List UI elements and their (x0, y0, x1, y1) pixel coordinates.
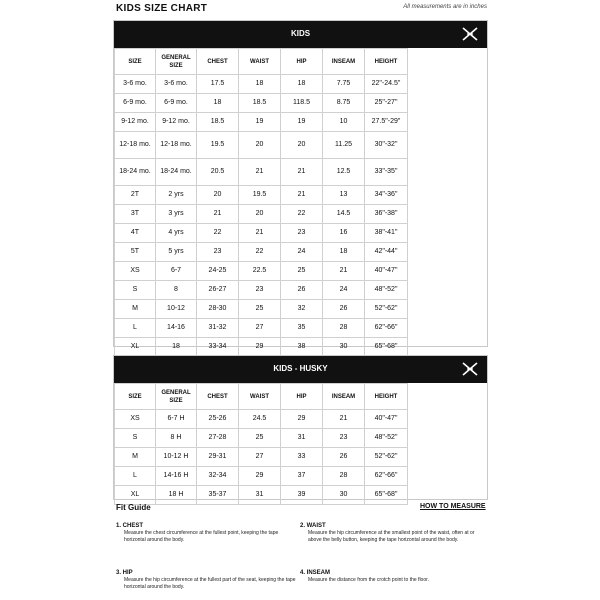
table-cell: 36"-38" (365, 205, 408, 224)
table-cell: 22.5 (239, 262, 281, 281)
table-cell: 118.5 (281, 94, 323, 113)
table-cell: 12-18 mo. (156, 132, 197, 159)
table-cell: 23 (197, 243, 239, 262)
table-cell: 14-16 H (156, 467, 197, 486)
table-cell: 3-6 mo. (115, 75, 156, 94)
table-cell: 25"-27" (365, 94, 408, 113)
table-row (115, 300, 408, 319)
table-cell: 24-25 (197, 262, 239, 281)
table-row (115, 205, 408, 224)
table-row (115, 410, 408, 429)
table-cell: 7.75 (323, 75, 365, 94)
table-cell: 27 (239, 448, 281, 467)
table-cell: 21 (281, 186, 323, 205)
fit-guide-title: Fit Guide (116, 503, 151, 512)
table-cell: 18 (281, 75, 323, 94)
col-header: HEIGHT (365, 49, 408, 75)
table-cell: 22 (197, 224, 239, 243)
table-cell: 38 (281, 338, 323, 357)
husky-banner (114, 356, 487, 383)
table-cell: 18-24 mo. (115, 159, 156, 186)
table-cell: 19.5 (239, 186, 281, 205)
col-header: CHEST (197, 384, 239, 410)
fit-item-chest (116, 523, 301, 544)
table-cell: 9-12 mo. (156, 113, 197, 132)
table-cell: 32-34 (197, 467, 239, 486)
table-cell: 3 yrs (156, 205, 197, 224)
table-cell: 25-26 (197, 410, 239, 429)
table-cell: 6-9 mo. (156, 94, 197, 113)
table-cell: 28-30 (197, 300, 239, 319)
table-cell: 28 (323, 467, 365, 486)
table-cell: 48"-52" (365, 429, 408, 448)
table-row (115, 338, 408, 357)
table-cell: 21 (239, 224, 281, 243)
table-cell: 19 (239, 113, 281, 132)
table-cell: 40"-47" (365, 410, 408, 429)
fit-item-hip (116, 570, 301, 591)
table-cell: 13 (323, 186, 365, 205)
col-header: GENERAL SIZE (156, 384, 197, 410)
table-cell: 20 (197, 186, 239, 205)
table-cell: 6-9 mo. (115, 94, 156, 113)
table-cell: 6-7 (156, 262, 197, 281)
table-cell: 4 yrs (156, 224, 197, 243)
table-cell: 16 (323, 224, 365, 243)
table-cell: 10-12 H (156, 448, 197, 467)
table-cell: XS (115, 410, 156, 429)
brand-logo-icon (462, 362, 478, 376)
table-cell: 18 H (156, 486, 197, 505)
table-cell: 24.5 (239, 410, 281, 429)
fit-item-text: Measure the chest circumference at the fullest point, keeping the tape horizontal around the body. (124, 530, 279, 543)
table-cell: 30 (323, 338, 365, 357)
table-cell: 20 (281, 132, 323, 159)
table-cell: 18.5 (239, 94, 281, 113)
table-cell: 52"-62" (365, 300, 408, 319)
table-cell: 40"-47" (365, 262, 408, 281)
table-row (115, 75, 408, 94)
table-cell: 21 (323, 262, 365, 281)
table-cell: 5T (115, 243, 156, 262)
table-cell: 8 (156, 281, 197, 300)
table-cell: 27 (239, 319, 281, 338)
measurement-note: All measurements are in inches (403, 4, 487, 10)
how-to-measure-link[interactable]: HOW TO MEASURE (420, 503, 486, 510)
table-cell: 14.5 (323, 205, 365, 224)
table-row (115, 186, 408, 205)
table-cell: 19.5 (197, 132, 239, 159)
table-cell: 12-18 mo. (115, 132, 156, 159)
fit-item-inseam (300, 570, 485, 584)
col-header: SIZE (115, 49, 156, 75)
col-header: SIZE (115, 384, 156, 410)
fit-item-heading: 2. WAIST (300, 523, 326, 529)
table-cell: 21 (239, 159, 281, 186)
col-header: INSEAM (323, 384, 365, 410)
table-cell: 31-32 (197, 319, 239, 338)
table-cell: 18 (156, 338, 197, 357)
table-cell: 20 (239, 132, 281, 159)
table-cell: 37 (281, 467, 323, 486)
brand-logo-icon (462, 27, 478, 41)
table-cell: 8.75 (323, 94, 365, 113)
table-row (115, 467, 408, 486)
table-cell: 8 H (156, 429, 197, 448)
col-header: WAIST (239, 49, 281, 75)
table-cell: 32 (281, 300, 323, 319)
table-cell: 11.25 (323, 132, 365, 159)
fit-item-text: Measure the hip circumference at the smallest point of the waist, often at or above the belly button, keeping the tape horizontal around the body. (308, 530, 475, 543)
table-row (115, 243, 408, 262)
table-cell: 18 (197, 94, 239, 113)
table-cell: 18 (323, 243, 365, 262)
table-cell: 18.5 (197, 113, 239, 132)
table-row (115, 429, 408, 448)
chart-title: KIDS SIZE CHART (116, 3, 208, 14)
kids-banner (114, 21, 487, 48)
table-cell: 31 (239, 486, 281, 505)
col-header: CHEST (197, 49, 239, 75)
table-row (115, 224, 408, 243)
col-header: HIP (281, 49, 323, 75)
table-cell: 10 (323, 113, 365, 132)
table-cell: 3T (115, 205, 156, 224)
kids-banner-title: KIDS (290, 29, 311, 38)
table-cell: 22"-24.5" (365, 75, 408, 94)
table-cell: 21 (197, 205, 239, 224)
table-cell: 18-24 mo. (156, 159, 197, 186)
husky-panel (113, 355, 488, 500)
table-row (115, 94, 408, 113)
table-cell: 2 yrs (156, 186, 197, 205)
table-cell: 24 (323, 281, 365, 300)
table-cell: 19 (281, 113, 323, 132)
kids-panel (113, 20, 488, 350)
table-cell: 24 (281, 243, 323, 262)
table-cell: 21 (281, 159, 323, 186)
husky-size-table (114, 383, 408, 505)
table-row (115, 132, 408, 159)
table-cell: 33-34 (197, 338, 239, 357)
table-cell: 20.5 (197, 159, 239, 186)
table-cell: 5 yrs (156, 243, 197, 262)
table-cell: 25 (239, 300, 281, 319)
table-cell: 65"-68" (365, 486, 408, 505)
table-cell: 38"-41" (365, 224, 408, 243)
table-cell: 65"-68" (365, 338, 408, 357)
table-cell: 2T (115, 186, 156, 205)
table-cell: 52"-62" (365, 448, 408, 467)
table-cell: 26 (323, 300, 365, 319)
table-cell: XL (115, 486, 156, 505)
table-cell: 4T (115, 224, 156, 243)
table-cell: 23 (281, 224, 323, 243)
table-cell: 23 (239, 281, 281, 300)
table-cell: 27-28 (197, 429, 239, 448)
fit-item-heading: 4. INSEAM (300, 570, 331, 576)
table-cell: L (115, 319, 156, 338)
table-cell: 22 (281, 205, 323, 224)
table-cell: 14-16 (156, 319, 197, 338)
table-cell: 31 (281, 429, 323, 448)
table-cell: 62"-66" (365, 319, 408, 338)
table-cell: 23 (323, 429, 365, 448)
col-header: HIP (281, 384, 323, 410)
table-cell: M (115, 448, 156, 467)
table-cell: M (115, 300, 156, 319)
table-cell: 39 (281, 486, 323, 505)
fit-item-heading: 1. CHEST (116, 523, 144, 529)
table-row (115, 113, 408, 132)
col-header: GENERAL SIZE (156, 49, 197, 75)
table-cell: 17.5 (197, 75, 239, 94)
col-header: HEIGHT (365, 384, 408, 410)
fit-item-text: Measure the hip circumference at the fullest part of the seat, keeping the tape horizontal around the body. (124, 577, 296, 590)
table-row (115, 319, 408, 338)
table-cell: 26 (323, 448, 365, 467)
table-cell: 22 (239, 243, 281, 262)
kids-header-row (115, 49, 408, 75)
table-row (115, 281, 408, 300)
husky-banner-title: KIDS - HUSKY (273, 364, 328, 373)
table-cell: XS (115, 262, 156, 281)
table-cell: 20 (239, 205, 281, 224)
table-cell: 28 (323, 319, 365, 338)
table-cell: 25 (239, 429, 281, 448)
table-cell: 62"-66" (365, 467, 408, 486)
table-cell: 26 (281, 281, 323, 300)
husky-header-row (115, 384, 408, 410)
table-cell: 18 (239, 75, 281, 94)
table-cell: 21 (323, 410, 365, 429)
fit-item-heading: 3. HIP (116, 570, 133, 576)
table-cell: 6-7 H (156, 410, 197, 429)
table-cell: 25 (281, 262, 323, 281)
table-cell: L (115, 467, 156, 486)
table-cell: 27.5"-29" (365, 113, 408, 132)
fit-item-waist (300, 523, 485, 544)
table-cell: 33"-35" (365, 159, 408, 186)
table-cell: 29-31 (197, 448, 239, 467)
table-cell: 33 (281, 448, 323, 467)
table-cell: S (115, 429, 156, 448)
table-cell: 10-12 (156, 300, 197, 319)
table-cell: 29 (239, 338, 281, 357)
table-cell: 29 (281, 410, 323, 429)
table-cell: 26-27 (197, 281, 239, 300)
table-row (115, 159, 408, 186)
table-cell: S (115, 281, 156, 300)
table-cell: 30"-32" (365, 132, 408, 159)
table-cell: 3-6 mo. (156, 75, 197, 94)
table-cell: 9-12 mo. (115, 113, 156, 132)
table-cell: XL (115, 338, 156, 357)
kids-size-table (114, 48, 408, 357)
fit-item-text: Measure the distance from the crotch point to the floor. (308, 577, 429, 583)
table-cell: 34"-36" (365, 186, 408, 205)
table-cell: 42"-44" (365, 243, 408, 262)
table-cell: 12.5 (323, 159, 365, 186)
table-row (115, 262, 408, 281)
table-cell: 30 (323, 486, 365, 505)
col-header: INSEAM (323, 49, 365, 75)
table-row (115, 486, 408, 505)
table-row (115, 448, 408, 467)
table-cell: 29 (239, 467, 281, 486)
table-cell: 35 (281, 319, 323, 338)
table-cell: 35-37 (197, 486, 239, 505)
table-cell: 48"-52" (365, 281, 408, 300)
col-header: WAIST (239, 384, 281, 410)
